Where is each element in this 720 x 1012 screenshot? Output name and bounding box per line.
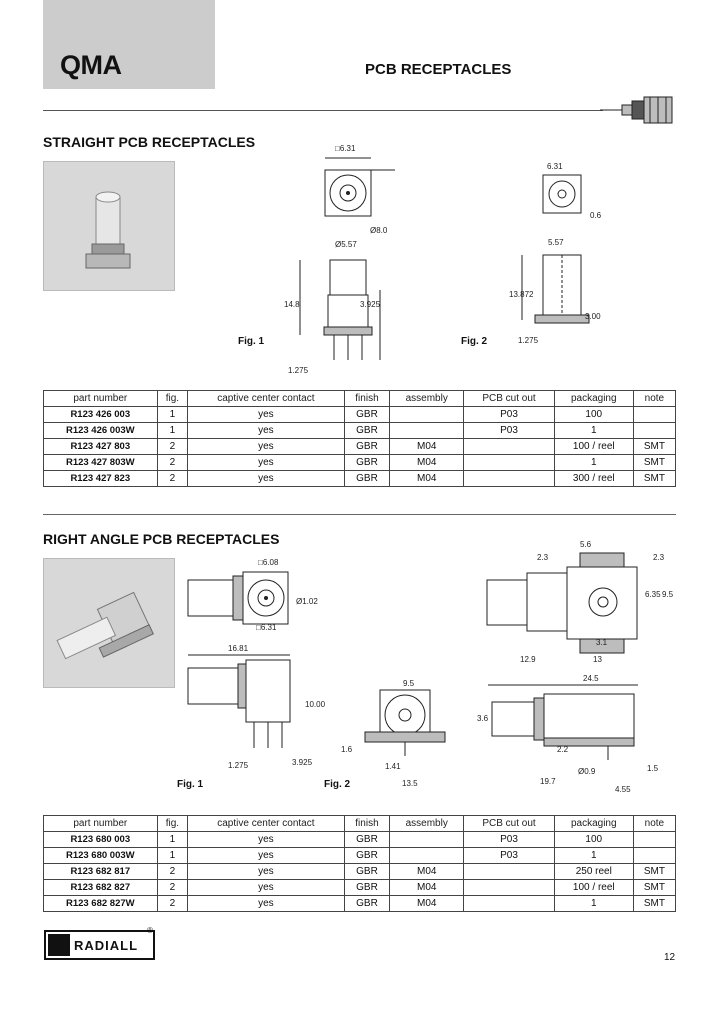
part-number: R123 680 003	[44, 832, 158, 848]
cell: GBR	[344, 455, 390, 471]
right-angle-receptacle-photo	[43, 558, 175, 688]
straight-fig1-drawing	[270, 140, 420, 380]
column-header: note	[633, 391, 675, 407]
column-header: part number	[44, 391, 158, 407]
column-header: captive center contact	[188, 816, 345, 832]
cell: 250 reel	[554, 864, 633, 880]
straight-heading: STRAIGHT PCB RECEPTACLES	[43, 134, 256, 150]
column-header: assembly	[390, 816, 464, 832]
cell: yes	[188, 832, 345, 848]
dim-label: 9.5	[403, 679, 415, 688]
straight-receptacle-photo	[43, 161, 175, 291]
column-header: part number	[44, 816, 158, 832]
cell: M04	[390, 880, 464, 896]
straight-fig2-drawing	[510, 160, 620, 350]
cell	[390, 407, 464, 423]
cell: 1	[157, 848, 188, 864]
dim-label: 2.3	[653, 553, 665, 562]
dim-label: 6.35	[645, 590, 661, 599]
dim-label: 0.6	[590, 211, 602, 220]
table-row	[44, 864, 676, 880]
cell: M04	[390, 439, 464, 455]
cell: 1	[554, 423, 633, 439]
dim-label: 16.81	[228, 644, 249, 653]
dim-label: 1.275	[228, 761, 249, 770]
cell: 1	[157, 407, 188, 423]
dim-label: □6.08	[258, 558, 279, 567]
column-header: fig.	[157, 816, 188, 832]
cell: 1	[554, 455, 633, 471]
cell: yes	[188, 896, 345, 912]
column-header: note	[633, 816, 675, 832]
radiall-logo	[44, 930, 155, 960]
part-number: R123 427 803W	[44, 455, 158, 471]
table-row	[44, 832, 676, 848]
dim-label: 2.2	[557, 745, 569, 754]
cell: 100 / reel	[554, 439, 633, 455]
brand-name: RADIALL	[74, 938, 139, 953]
dim-label: 9.5	[662, 590, 674, 599]
cell: GBR	[344, 864, 390, 880]
cell: M04	[390, 896, 464, 912]
cell: yes	[188, 407, 345, 423]
right-angle-heading: RIGHT ANGLE PCB RECEPTACLES	[43, 531, 280, 547]
part-number: R123 426 003	[44, 407, 158, 423]
cell	[464, 896, 555, 912]
cell: yes	[188, 423, 345, 439]
right-angle-fig1-label: Fig. 1	[177, 779, 204, 790]
dim-label: 3.1	[596, 638, 608, 647]
cell: GBR	[344, 848, 390, 864]
right-angle-fig2-label: Fig. 2	[324, 779, 351, 790]
cell: GBR	[344, 832, 390, 848]
cell: 1	[157, 423, 188, 439]
part-number: R123 680 003W	[44, 848, 158, 864]
dim-label: 3.925	[292, 758, 313, 767]
dim-label: Ø5.57	[335, 240, 357, 249]
cell: yes	[188, 864, 345, 880]
cell: SMT	[633, 880, 675, 896]
dim-label: 5.57	[548, 238, 564, 247]
cell: GBR	[344, 880, 390, 896]
cell: yes	[188, 455, 345, 471]
cell: 2	[157, 455, 188, 471]
dim-label: 3.00	[585, 312, 601, 321]
cell: 2	[157, 439, 188, 455]
dim-label: □6.31	[335, 144, 356, 153]
table-row	[44, 423, 676, 439]
dim-label: Ø0.9	[578, 767, 596, 776]
dim-label: 1.275	[518, 336, 539, 345]
dim-label: Ø1.02	[296, 597, 318, 606]
part-number: R123 427 823	[44, 471, 158, 487]
table-row	[44, 439, 676, 455]
cell: GBR	[344, 439, 390, 455]
cell	[464, 864, 555, 880]
cell	[633, 832, 675, 848]
cell: P03	[464, 407, 555, 423]
dim-label: 1.6	[341, 745, 353, 754]
straight-spec-table	[43, 390, 676, 487]
cell: 2	[157, 864, 188, 880]
column-header: finish	[344, 391, 390, 407]
part-number: R123 426 003W	[44, 423, 158, 439]
cell: SMT	[633, 896, 675, 912]
cell	[390, 848, 464, 864]
cell: 300 / reel	[554, 471, 633, 487]
cell	[390, 832, 464, 848]
cell	[633, 407, 675, 423]
table-row	[44, 407, 676, 423]
cell: 1	[554, 848, 633, 864]
cell: M04	[390, 471, 464, 487]
right-angle-fig1-drawing	[180, 560, 340, 760]
cell	[464, 880, 555, 896]
table-row	[44, 896, 676, 912]
dim-label: 2.3	[537, 553, 549, 562]
column-header: PCB cut out	[464, 816, 555, 832]
logo-mark-icon	[48, 934, 70, 956]
cell: P03	[464, 848, 555, 864]
cell: 100	[554, 832, 633, 848]
cell: 2	[157, 471, 188, 487]
dim-label: 19.7	[540, 777, 556, 786]
dim-label: 1.5	[647, 764, 659, 773]
cell: yes	[188, 880, 345, 896]
cell: SMT	[633, 471, 675, 487]
dim-label: 1.41	[385, 762, 401, 771]
column-header: fig.	[157, 391, 188, 407]
dim-label: 14.8	[284, 300, 300, 309]
dim-label: 4.55	[615, 785, 631, 794]
table-row	[44, 471, 676, 487]
cell: GBR	[344, 407, 390, 423]
cell: M04	[390, 455, 464, 471]
cell: 2	[157, 896, 188, 912]
trademark-symbol: ®	[147, 926, 153, 935]
section-divider	[43, 514, 676, 515]
straight-fig2-label: Fig. 2	[461, 336, 488, 347]
cell: yes	[188, 439, 345, 455]
cell	[464, 439, 555, 455]
table-row	[44, 455, 676, 471]
cell: GBR	[344, 423, 390, 439]
dim-label: 12.9	[520, 655, 536, 664]
cell: SMT	[633, 455, 675, 471]
right-angle-spec-table	[43, 815, 676, 912]
cell: 1	[157, 832, 188, 848]
cell: yes	[188, 848, 345, 864]
cell: P03	[464, 423, 555, 439]
dim-label: 5.6	[580, 540, 592, 549]
cable-connector-illustration	[600, 92, 676, 126]
table-header-row	[44, 391, 676, 407]
cell: 2	[157, 880, 188, 896]
cell: SMT	[633, 439, 675, 455]
header-rule	[43, 110, 603, 111]
cell: SMT	[633, 864, 675, 880]
straight-fig1-label: Fig. 1	[238, 336, 265, 347]
dim-label: 13.5	[402, 779, 418, 788]
column-header: assembly	[390, 391, 464, 407]
table-row	[44, 848, 676, 864]
dim-label: 1.275	[288, 366, 309, 375]
cell	[464, 471, 555, 487]
cell: 100 / reel	[554, 880, 633, 896]
cell: M04	[390, 864, 464, 880]
dim-label: 24.5	[583, 674, 599, 683]
cell: GBR	[344, 896, 390, 912]
cell	[464, 455, 555, 471]
column-header: packaging	[554, 391, 633, 407]
part-number: R123 682 827W	[44, 896, 158, 912]
dim-label: 13	[593, 655, 602, 664]
dim-label: 3.6	[477, 714, 489, 723]
table-header-row	[44, 816, 676, 832]
cell: GBR	[344, 471, 390, 487]
dim-label: 10.00	[305, 700, 326, 709]
table-row	[44, 880, 676, 896]
right-angle-smt-side-drawing	[488, 680, 678, 770]
cell: 1	[554, 896, 633, 912]
dim-label: 13.872	[509, 290, 534, 299]
cell: 100	[554, 407, 633, 423]
column-header: captive center contact	[188, 391, 345, 407]
part-number: R123 427 803	[44, 439, 158, 455]
series-title: QMA	[60, 50, 122, 80]
part-number: R123 682 817	[44, 864, 158, 880]
cell	[390, 423, 464, 439]
cell	[633, 848, 675, 864]
part-number: R123 682 827	[44, 880, 158, 896]
page-number: 12	[664, 952, 676, 963]
column-header: packaging	[554, 816, 633, 832]
column-header: PCB cut out	[464, 391, 555, 407]
cell	[633, 423, 675, 439]
cell: yes	[188, 471, 345, 487]
dim-label: Ø8.0	[370, 226, 388, 235]
dim-label: □6.31	[256, 623, 277, 632]
dim-label: 3.925	[360, 300, 381, 309]
page-title: PCB RECEPTACLES	[365, 61, 512, 78]
column-header: finish	[344, 816, 390, 832]
dim-label: 6.31	[547, 162, 563, 171]
cell: P03	[464, 832, 555, 848]
